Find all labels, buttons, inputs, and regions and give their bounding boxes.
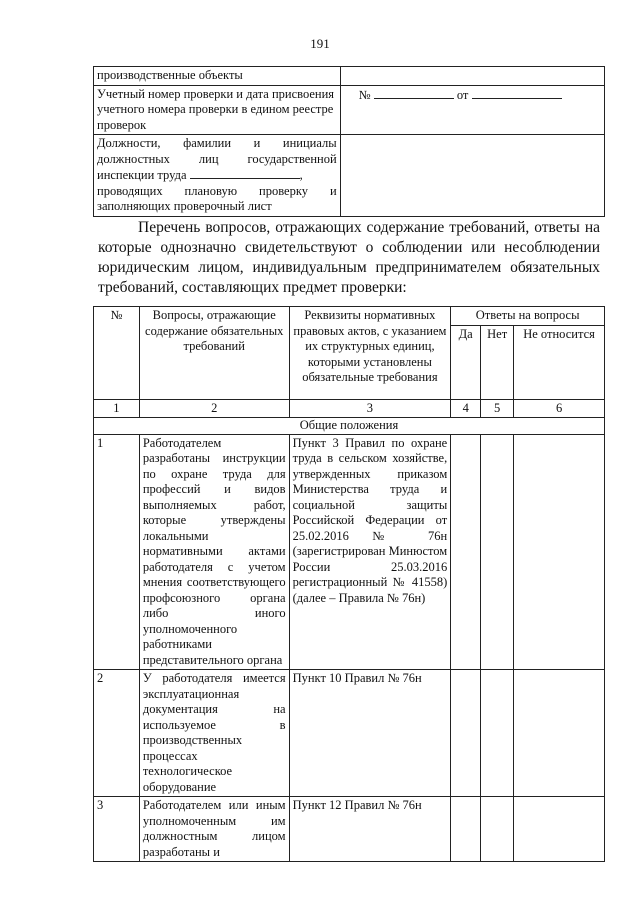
table-row — [94, 670, 605, 797]
inspectors-line: должностных лиц государственной — [97, 151, 337, 166]
table-row — [94, 67, 605, 86]
production-objects-value — [340, 67, 604, 86]
header-answers: Ответы на вопросы — [451, 307, 605, 326]
answer-na-cell — [514, 797, 605, 862]
header-requisites: Реквизиты нормативных правовых актов, с указанием их структурных единиц, которыми установлены обязательные требования — [289, 307, 451, 400]
answer-yes-cell — [451, 670, 481, 797]
row-question: Работодателем разработаны инструкции по охране труда для профессий и видов выполняемых работ, которые утверждены локальными нормативными актами работодателя с учетом мнения соответствующего профсоюзного органа либо иного уполномоченного работниками представительного органа — [139, 434, 289, 670]
number-sign: № — [358, 87, 371, 102]
inspectors-value — [340, 135, 604, 217]
inspection-number-blank — [374, 87, 454, 99]
inspectors-label — [94, 135, 341, 217]
inspection-number-value — [340, 85, 604, 135]
table-row — [94, 85, 605, 135]
section-row — [94, 418, 605, 435]
row-number: 1 — [94, 434, 140, 670]
column-number: 5 — [481, 399, 514, 418]
table-row — [94, 797, 605, 862]
header-no: Нет — [481, 325, 514, 399]
inspection-date-blank — [472, 87, 562, 99]
inspection-label: инспекции труда — [97, 168, 187, 182]
inspectors-line: проводящих плановую проверку и — [97, 183, 337, 198]
row-question: У работодателя имеется эксплуатационная документация на используемое в производственных процессах технологическое оборудование — [139, 670, 289, 797]
header-yes: Да — [451, 325, 481, 399]
row-number: 2 — [94, 670, 140, 797]
answer-no-cell — [481, 670, 514, 797]
row-requisite: Пункт 12 Правил № 76н — [289, 797, 451, 862]
answer-yes-cell — [451, 797, 481, 862]
column-number: 6 — [514, 399, 605, 418]
answer-na-cell — [514, 434, 605, 670]
answer-no-cell — [481, 797, 514, 862]
column-number: 3 — [289, 399, 451, 418]
answer-yes-cell — [451, 434, 481, 670]
table-header-row — [94, 307, 605, 326]
row-question: Работодателем или иным уполномоченным им должностным лицом разработаны и — [139, 797, 289, 862]
checklist-table — [93, 306, 605, 862]
from-label: от — [456, 87, 469, 102]
table-row — [94, 434, 605, 670]
inspection-info-table — [93, 66, 605, 217]
answer-no-cell — [481, 434, 514, 670]
column-number: 2 — [139, 399, 289, 418]
row-requisite: Пункт 3 Правил по охране труда в сельском хозяйстве, утвержденных приказом Министерства труда и социальной защиты Российской Федерации от 25.02.2016 № 76н (зарегистрирован Минюстом России 25.03.2016 регистрационный № 41558) (далее – Правила № 76н) — [289, 434, 451, 670]
inspection-name-blank — [190, 167, 300, 179]
section-title: Общие положения — [94, 418, 605, 435]
header-na: Не относится — [514, 325, 605, 399]
inspectors-line: Должности, фамилии и инициалы — [97, 136, 337, 150]
inspectors-line: заполняющих проверочный лист — [97, 199, 272, 213]
column-number-row — [94, 399, 605, 418]
answer-na-cell — [514, 670, 605, 797]
column-number: 4 — [451, 399, 481, 418]
row-number: 3 — [94, 797, 140, 862]
column-number: 1 — [94, 399, 140, 418]
row-requisite: Пункт 10 Правил № 76н — [289, 670, 451, 797]
header-questions: Вопросы, отражающие содержание обязательных требований — [139, 307, 289, 400]
header-num: № — [94, 307, 140, 400]
inspection-number-label: Учетный номер проверки и дата присвоения учетного номера проверки в едином реестре проверок — [94, 85, 341, 135]
intro-paragraph: Перечень вопросов, отражающих содержание требований, ответы на которые однозначно свидетельствуют о соблюдении или несоблюдении юридическим лицом, индивидуальным предпринимателем обязательных требований, составляющих предмет проверки: — [98, 219, 600, 296]
table-row — [94, 135, 605, 217]
page-number: 191 — [310, 36, 330, 51]
production-objects-label: производственные объекты — [94, 67, 341, 86]
inspectors-line: инспекции труда , — [97, 168, 303, 182]
